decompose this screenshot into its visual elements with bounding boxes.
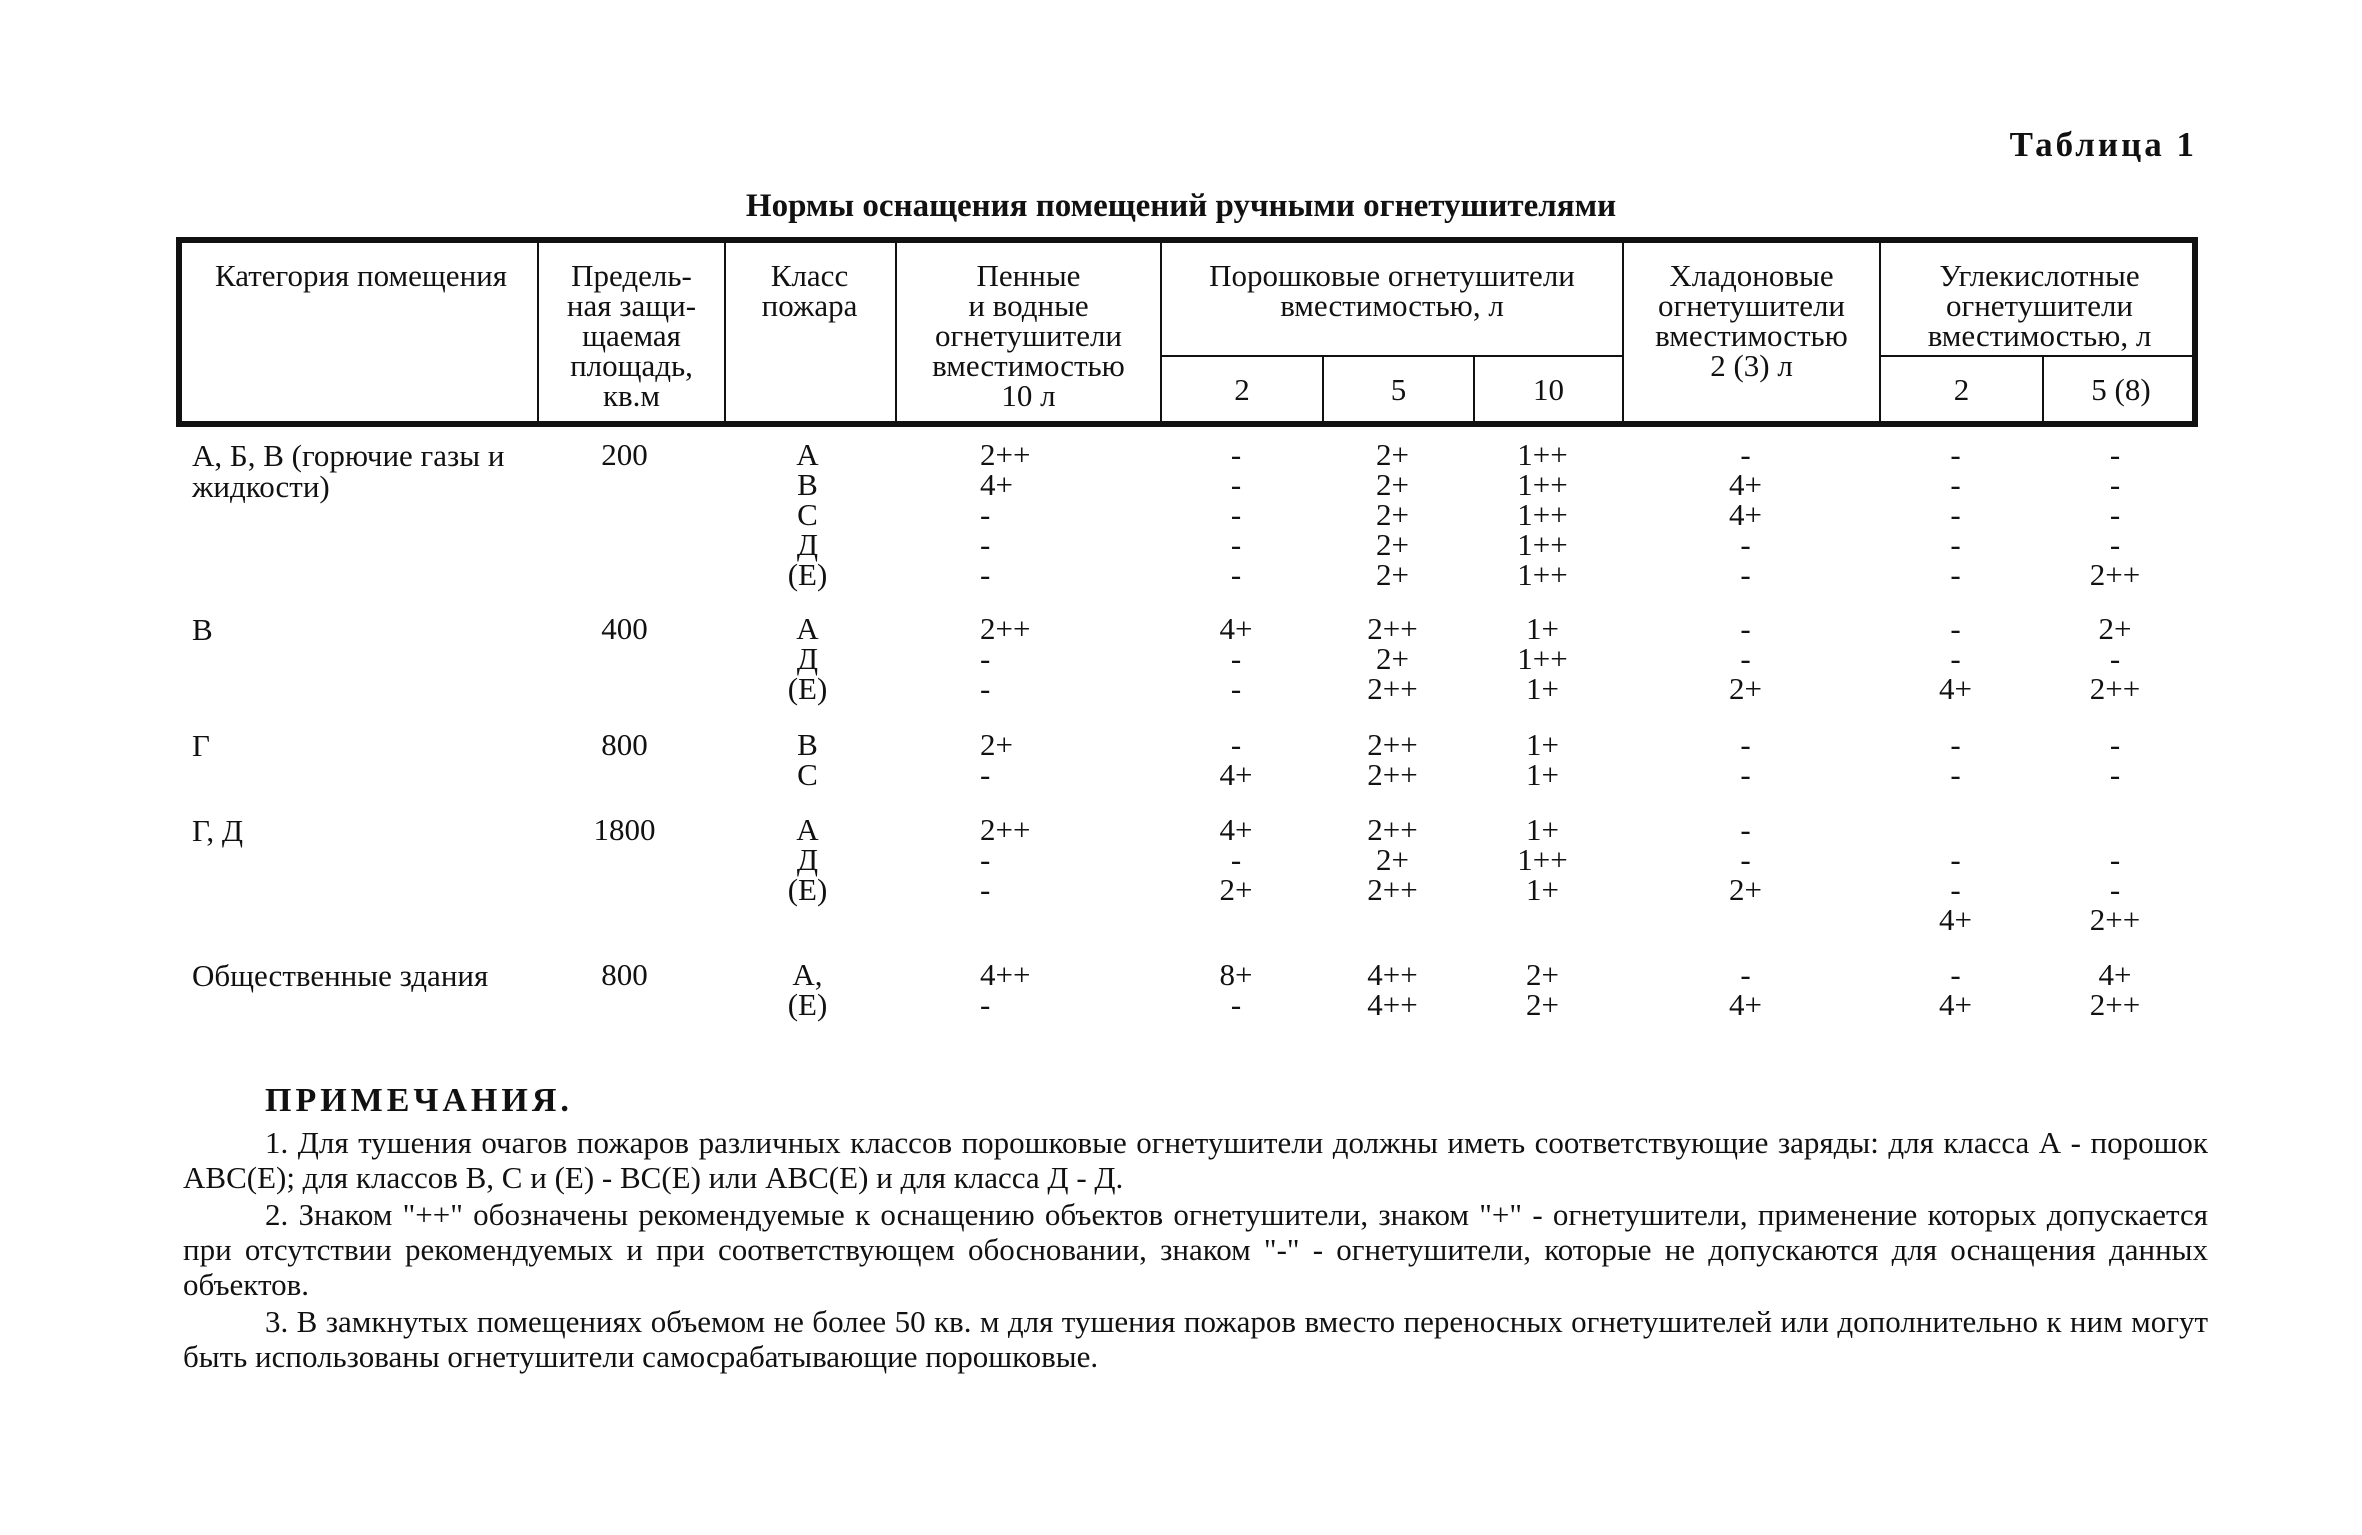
notes-title: ПРИМЕЧАНИЯ. — [265, 1082, 573, 1119]
row-powder-10: 1+ 1++ 1+ — [1517, 611, 1568, 706]
row-powder-5: 2+ 2+ 2+ 2+ 2+ — [1376, 437, 1409, 592]
row-powder-10: 1+ 1++ 1+ — [1517, 812, 1568, 907]
row-category: Г — [192, 728, 210, 763]
row-powder-5: 4++ 4++ — [1367, 957, 1418, 1022]
row-freon: - - 2+ — [1729, 611, 1762, 706]
row-foam: 2+ - — [980, 727, 1013, 792]
row-area: 1800 — [593, 812, 656, 847]
header-powder-2: 2 — [1234, 372, 1250, 407]
row-powder-2: 8+ - — [1219, 957, 1253, 1022]
row-classes: А, (Е) — [787, 957, 828, 1022]
row-freon: - 4+ — [1729, 957, 1762, 1022]
header-powder-10: 10 — [1533, 372, 1564, 407]
row-area: 200 — [601, 437, 648, 472]
row-category: В — [192, 612, 213, 647]
header-area: Предель- ная защи- щаемая площадь, кв.м — [566, 258, 697, 413]
row-co2-2: - - 4+ — [1939, 842, 1972, 937]
row-foam: 4++ - — [980, 957, 1031, 1022]
note-3: 3. В замкнутых помещениях объемом не более 50 кв. м для тушения пожаров вместо переносных огнетушителей или дополнительно к ним могут быть использованы огнетушители самосрабатывающие порошковые. — [183, 1304, 2208, 1374]
row-powder-10: 1++ 1++ 1++ 1++ 1++ — [1517, 437, 1568, 592]
row-freon: - - — [1740, 727, 1751, 792]
row-category: Г, Д — [192, 813, 244, 848]
row-co2-5-8: - - 2++ — [2089, 842, 2141, 937]
row-powder-10: 2+ 2+ — [1526, 957, 1559, 1022]
row-co2-5-8: - - — [2109, 727, 2121, 792]
note-2: 2. Знаком "++" обозначены рекомендуемые к оснащению объектов огнетушители, знаком "+" - огнетушители, применение которых допускается при отсутствии рекомендуемых и при соответствующем обосновании, знаком "-" - огнетушители, которые не допускаются для оснащения данных объектов. — [183, 1197, 2208, 1302]
row-classes: В С — [797, 727, 818, 792]
header-freon: Хладоновые огнетушители вместимостью 2 (3) л — [1655, 258, 1848, 383]
row-foam: 2++ 4+ - - - — [980, 437, 1031, 592]
row-powder-5: 2++ 2++ — [1367, 727, 1418, 792]
row-co2-2: - 4+ — [1939, 957, 1972, 1022]
header-category: Категория помещения — [214, 258, 508, 293]
row-freon: - - 2+ — [1729, 812, 1762, 907]
row-powder-2: 4+ - - — [1219, 611, 1253, 706]
row-co2-2: - - - - - — [1950, 437, 1961, 592]
header-co2-2: 2 — [1953, 372, 1970, 407]
note-1: 1. Для тушения очагов пожаров различных классов порошковые огнетушители должны иметь соответствующие заряды: для класса А - порошок АВС(Е); для классов В, С и (Е) - ВС(Е) или АВС(Е) и для класса Д - Д. — [183, 1125, 2208, 1195]
row-area: 400 — [601, 611, 648, 646]
row-powder-5: 2++ 2+ 2++ — [1367, 812, 1418, 907]
row-co2-2: - - 4+ — [1939, 611, 1972, 706]
header-powder-5: 5 — [1390, 372, 1407, 407]
header-powder: Порошковые огнетушители вместимостью, л — [1209, 258, 1575, 323]
table-label: Таблица 1 — [2009, 125, 2197, 164]
table-title: Нормы оснащения помещений ручными огнетушителями — [745, 188, 1617, 224]
table-header-grid — [176, 237, 2198, 427]
row-powder-2: 4+ - 2+ — [1219, 812, 1253, 907]
row-co2-2: - - — [1950, 727, 1961, 792]
row-co2-5-8: 4+ 2++ — [2089, 957, 2141, 1022]
header-fire-class: Класс пожара — [761, 258, 858, 323]
row-classes: А Д (Е) — [787, 812, 828, 907]
row-category: Общественные здания — [192, 958, 489, 993]
row-area: 800 — [601, 957, 648, 992]
row-powder-2: - - - - - — [1230, 437, 1242, 592]
row-area: 800 — [601, 727, 648, 762]
row-foam: 2++ - - — [980, 812, 1031, 907]
header-co2-5-8: 5 (8) — [2091, 372, 2151, 407]
row-foam: 2++ - - — [980, 611, 1031, 706]
row-classes: А В С Д (Е) — [787, 437, 828, 592]
header-foam: Пенные и водные огнетушители вместимостью 10 л — [932, 258, 1125, 413]
row-co2-5-8: 2+ - 2++ — [2089, 611, 2141, 706]
row-powder-2: - 4+ — [1219, 727, 1253, 792]
row-freon: - 4+ 4+ - - — [1729, 437, 1762, 592]
row-category: А, Б, В (горючие газы и жидкости) — [192, 438, 505, 504]
row-powder-10: 1+ 1+ — [1526, 727, 1559, 792]
row-classes: А Д (Е) — [787, 611, 828, 706]
header-co2: Углекислотные огнетушители вместимостью, л — [1927, 258, 2152, 353]
row-powder-5: 2++ 2+ 2++ — [1367, 611, 1418, 706]
row-co2-5-8: - - - - 2++ — [2089, 437, 2141, 592]
